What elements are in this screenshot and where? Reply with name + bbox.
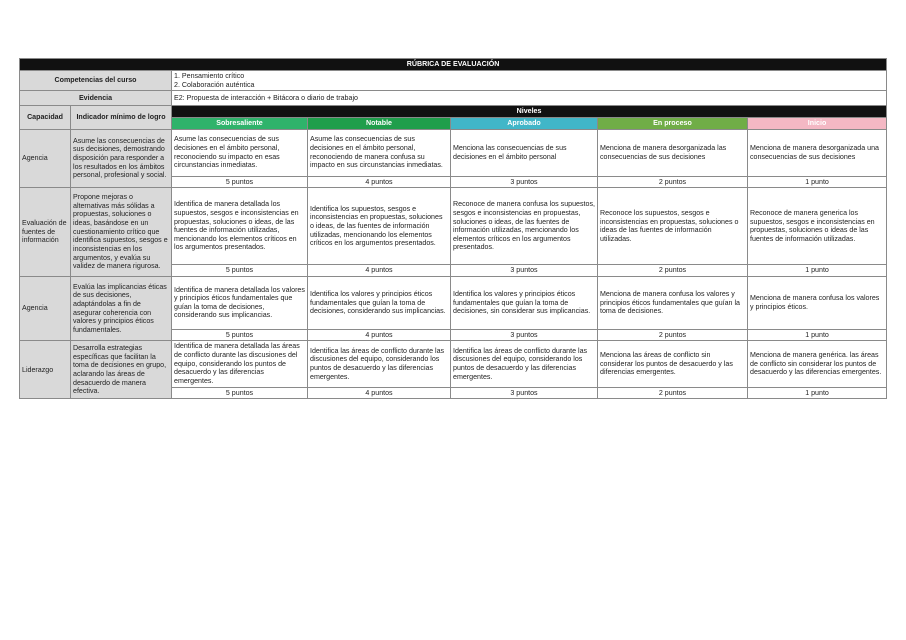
level-header: Aprobado xyxy=(451,117,598,129)
descriptor-cell: Identifica las áreas de conflicto durante las discusiones del equipo, considerando los puntos de desacuerdo y las diferencias emergentes. xyxy=(308,341,451,387)
capacidad-header: Capacidad xyxy=(20,106,71,129)
points-cell: 4 puntos xyxy=(308,176,451,188)
points-cell: 3 puntos xyxy=(451,176,598,188)
descriptor-cell: Reconoce de manera generica los supuestos, sesgos e inconsistencias en propuestas, soluciones o ideas de las fuentes de información utilizadas. xyxy=(748,188,887,265)
points-cell: 2 puntos xyxy=(598,387,748,399)
competencia-2: 2. Colaboración auténtica xyxy=(174,80,255,89)
descriptor-cell: Identifica de manera detallada los supuestos, sesgos e inconsistencias en propuestas, soluciones o ideas, de las fuentes de información utilizadas, mencionando los elementos críticos en los argumentos presentados. xyxy=(172,188,308,265)
descriptor-cell: Menciona de manera genérica. las áreas de conflicto sin considerar los puntos de desacuerdo y las diferencias emergentes. xyxy=(748,341,887,387)
capacidad-cell: Agencia xyxy=(20,276,71,341)
descriptor-cell: Identifica los supuestos, sesgos e inconsistencias en propuestas, soluciones o ideas, de las fuentes de información utilizadas, mencionando los elementos críticos en los argumentos presentados. xyxy=(308,188,451,265)
points-cell: 4 puntos xyxy=(308,265,451,277)
descriptor-cell: Identifica los valores y principios éticos fundamentales que guían la toma de decisiones, sin considerar sus implicancias. xyxy=(451,276,598,329)
capacidad-cell: Agencia xyxy=(20,129,71,188)
points-cell: 5 puntos xyxy=(172,265,308,277)
points-cell: 1 punto xyxy=(748,387,887,399)
points-cell: 5 puntos xyxy=(172,387,308,399)
level-header: Sobresaliente xyxy=(172,117,308,129)
descriptor-cell: Identifica las áreas de conflicto durante las discusiones del equipo, considerando los puntos de desacuerdo y las diferencias emergentes. xyxy=(451,341,598,387)
points-cell: 1 punto xyxy=(748,265,887,277)
level-header: Inicio xyxy=(748,117,887,129)
competencias-value xyxy=(172,71,887,91)
competencia-1: 1. Pensamiento crítico xyxy=(174,72,245,80)
points-cell: 2 puntos xyxy=(598,329,748,341)
descriptor-cell: Menciona de manera desorganizada las consecuencias de sus decisiones xyxy=(598,129,748,176)
points-cell: 3 puntos xyxy=(451,329,598,341)
indicador-header: Indicador mínimo de logro xyxy=(71,106,172,129)
points-cell: 3 puntos xyxy=(451,265,598,277)
rubric-title: RÚBRICA DE EVALUACIÓN xyxy=(20,59,887,71)
descriptor-cell: Asume las consecuencias de sus decisiones en el ámbito personal, reconociendo su impacto en esas circunstancias inmediatas. xyxy=(172,129,308,176)
descriptor-cell: Menciona de manera confusa los valores y principios éticos. xyxy=(748,276,887,329)
level-header: Notable xyxy=(308,117,451,129)
points-cell: 4 puntos xyxy=(308,329,451,341)
descriptor-cell: Menciona las áreas de conflicto sin considerar los puntos de desacuerdo y las diferencias emergentes. xyxy=(598,341,748,387)
rubric-row xyxy=(20,188,887,265)
descriptor-cell: Reconoce de manera confusa los supuestos, sesgos e inconsistencias en propuestas, soluciones o ideas, de las fuentes de información utilizadas, mencionando los elementos críticos en los argumentos presentados. xyxy=(451,188,598,265)
rubric-row xyxy=(20,129,887,176)
descriptor-cell: Menciona las consecuencias de sus decisiones en el ámbito personal xyxy=(451,129,598,176)
capacidad-cell: Evaluación de fuentes de información xyxy=(20,188,71,277)
points-cell: 5 puntos xyxy=(172,176,308,188)
niveles-header: Niveles xyxy=(172,106,887,118)
rubric-row xyxy=(20,341,887,387)
rubric-row xyxy=(20,276,887,329)
points-cell: 5 puntos xyxy=(172,329,308,341)
indicador-cell: Evalúa las implicancias éticas de sus decisiones, adaptándolas a fin de asegurar coherencia con valores y principios éticos fundamentales. xyxy=(71,276,172,341)
level-header: En proceso xyxy=(598,117,748,129)
points-cell: 2 puntos xyxy=(598,265,748,277)
descriptor-cell: Identifica de manera detallada las áreas de conflicto durante las discusiones del equipo, considerando los puntos de desacuerdo y las diferencias emergentes. xyxy=(172,341,308,387)
indicador-cell: Propone mejoras o alternativas más sólidas a propuestas, soluciones o ideas, basándose en un cuestionamiento crítico que identifica supuestos, sesgos e inconsistencias en los argumentos, y evalúa su validez de manera rigurosa. xyxy=(71,188,172,277)
indicador-cell: Asume las consecuencias de sus decisiones, demostrando disposición para responder a los resultados en los ámbitos personal, profesional y social. xyxy=(71,129,172,188)
descriptor-cell: Menciona de manera confusa los valores y principios éticos fundamentales que guían la toma de decisiones. xyxy=(598,276,748,329)
descriptor-cell: Asume las consecuencias de sus decisiones en el ámbito personal, reconociendo de manera confusa su impacto en sus circunstancias inmediatas. xyxy=(308,129,451,176)
descriptor-cell: Identifica de manera detallada los valores y principios éticos fundamentales que guían la toma de decisiones, considerando sus implicancias. xyxy=(172,276,308,329)
descriptor-cell: Menciona de manera desorganizada una consecuencias de sus decisiones xyxy=(748,129,887,176)
descriptor-cell: Identifica los valores y principios éticos fundamentales que guían la toma de decisiones, considerando sus implicancias. xyxy=(308,276,451,329)
rubric-table xyxy=(19,58,887,399)
points-cell: 1 punto xyxy=(748,329,887,341)
points-cell: 2 puntos xyxy=(598,176,748,188)
points-cell: 4 puntos xyxy=(308,387,451,399)
capacidad-cell: Liderazgo xyxy=(20,341,71,399)
indicador-cell: Desarrolla estrategias específicas que facilitan la toma de decisiones en grupo, aclarando las áreas de desacuerdo de manera efectiva. xyxy=(71,341,172,399)
points-cell: 3 puntos xyxy=(451,387,598,399)
competencias-label: Competencias del curso xyxy=(20,71,172,91)
points-cell: 1 punto xyxy=(748,176,887,188)
evidencia-value: E2: Propuesta de interacción + Bitácora o diario de trabajo xyxy=(172,91,887,106)
evidencia-label: Evidencia xyxy=(20,91,172,106)
descriptor-cell: Reconoce los supuestos, sesgos e inconsistencias en propuestas, soluciones o ideas de las fuentes de información utilizadas. xyxy=(598,188,748,265)
